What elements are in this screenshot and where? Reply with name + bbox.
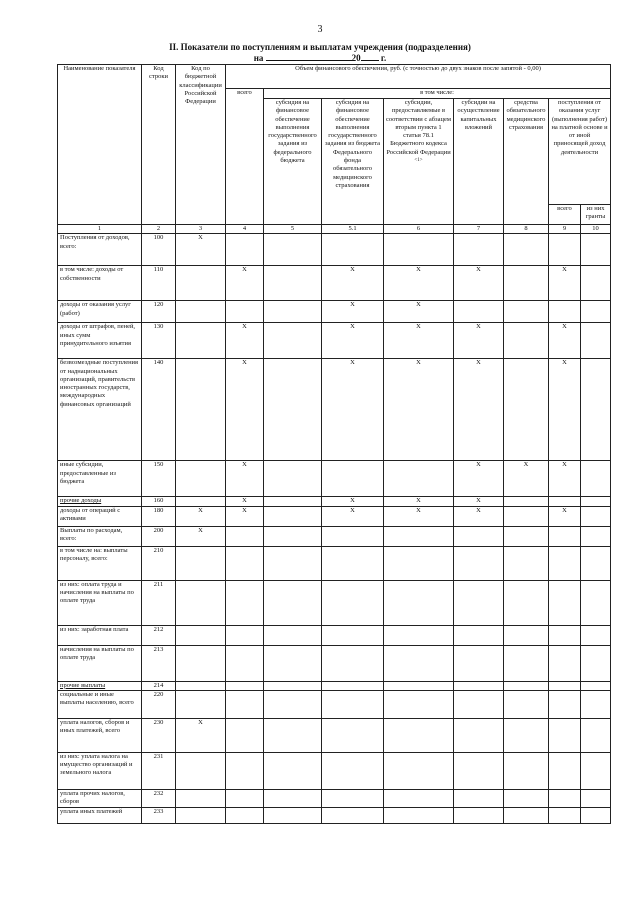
cell-mark: X — [454, 506, 504, 526]
cell-mark — [549, 234, 581, 266]
date-blank — [266, 52, 352, 61]
row-code: 212 — [142, 625, 176, 645]
cell-mark — [384, 645, 454, 681]
row-name: из них: уплата налога на имущество организаций и земельного налога — [58, 752, 142, 789]
table-row — [58, 497, 611, 506]
colnum: 2 — [142, 225, 176, 234]
row-code: 211 — [142, 580, 176, 625]
cell-mark — [264, 301, 322, 323]
header-col9-group: поступления от оказания услуг (выполнения работ) на платной основе и от иной приносящей доход деятельности — [549, 99, 611, 205]
cell-mark — [176, 546, 226, 580]
cell-mark: X — [322, 301, 384, 323]
cell-mark — [581, 323, 611, 359]
colnum: 10 — [581, 225, 611, 234]
row-code: 220 — [142, 690, 176, 718]
cell-mark: X — [384, 497, 454, 506]
cell-mark — [264, 526, 322, 546]
section-title: II. Показатели по поступлениям и выплатам учреждения (подразделения) — [169, 42, 471, 52]
colnum: 6 — [384, 225, 454, 234]
cell-mark — [504, 359, 549, 461]
colnum: 5 — [264, 225, 322, 234]
cell-mark — [384, 752, 454, 789]
table-row — [58, 752, 611, 789]
colnum: 9 — [549, 225, 581, 234]
cell-mark — [549, 807, 581, 823]
cell-mark — [504, 506, 549, 526]
cell-mark: X — [384, 506, 454, 526]
cell-mark — [322, 461, 384, 497]
cell-mark — [176, 752, 226, 789]
cell-mark: X — [226, 506, 264, 526]
cell-mark: X — [549, 461, 581, 497]
cell-mark — [264, 359, 322, 461]
cell-mark — [454, 234, 504, 266]
colnum: 5.1 — [322, 225, 384, 234]
cell-mark — [454, 301, 504, 323]
cell-mark — [176, 690, 226, 718]
cell-mark — [454, 681, 504, 690]
cell-mark: X — [454, 461, 504, 497]
cell-mark — [322, 789, 384, 807]
cell-mark — [581, 752, 611, 789]
colnum: 4 — [226, 225, 264, 234]
cell-mark — [322, 681, 384, 690]
cell-mark: X — [454, 323, 504, 359]
table-row — [58, 323, 611, 359]
colnum: 1 — [58, 225, 142, 234]
row-name: Поступления от доходов, всего: — [58, 234, 142, 266]
cell-mark — [549, 497, 581, 506]
cell-mark — [322, 645, 384, 681]
cell-mark — [264, 625, 322, 645]
cell-mark: X — [226, 266, 264, 301]
cell-mark — [549, 625, 581, 645]
cell-mark — [549, 752, 581, 789]
cell-mark — [226, 752, 264, 789]
cell-mark — [176, 323, 226, 359]
table-row — [58, 461, 611, 497]
cell-mark — [454, 789, 504, 807]
cell-mark — [454, 718, 504, 752]
cell-mark — [226, 625, 264, 645]
cell-mark — [549, 546, 581, 580]
cell-mark — [581, 497, 611, 506]
cell-mark — [504, 266, 549, 301]
cell-mark — [226, 718, 264, 752]
cell-mark — [322, 690, 384, 718]
cell-mark — [504, 625, 549, 645]
cell-mark — [454, 807, 504, 823]
cell-mark — [264, 266, 322, 301]
table-row — [58, 645, 611, 681]
header-volume: Объем финансового обеспечения, руб. (с точностью до двух знаков после запятой - 0,00) — [226, 65, 611, 89]
cell-mark — [581, 506, 611, 526]
cell-mark — [504, 718, 549, 752]
cell-mark — [454, 546, 504, 580]
cell-mark — [504, 323, 549, 359]
cell-mark — [581, 718, 611, 752]
header-budget-code: Код по бюджетной классификации Российской Федерации — [176, 65, 226, 225]
cell-mark — [504, 690, 549, 718]
row-name: Выплаты по расходам, всего: — [58, 526, 142, 546]
cell-mark — [322, 546, 384, 580]
row-name: доходы от оказания услуг (работ) — [58, 301, 142, 323]
year-blank — [361, 52, 379, 61]
cell-mark — [264, 506, 322, 526]
row-code: 120 — [142, 301, 176, 323]
cell-mark — [264, 580, 322, 625]
cell-mark: X — [454, 359, 504, 461]
cell-mark — [581, 580, 611, 625]
cell-mark — [454, 752, 504, 789]
cell-mark — [264, 546, 322, 580]
row-code: 230 — [142, 718, 176, 752]
row-code: 200 — [142, 526, 176, 546]
cell-mark — [226, 301, 264, 323]
row-name: доходы от операций с активами — [58, 506, 142, 526]
cell-mark — [454, 625, 504, 645]
table-row — [58, 625, 611, 645]
cell-mark: X — [226, 359, 264, 461]
cell-mark — [504, 807, 549, 823]
cell-mark — [264, 690, 322, 718]
cell-mark — [176, 645, 226, 681]
row-code: 180 — [142, 506, 176, 526]
cell-mark: X — [454, 497, 504, 506]
header-col10: из них гранты — [581, 205, 611, 225]
cell-mark — [504, 234, 549, 266]
table-row — [58, 506, 611, 526]
cell-mark — [322, 718, 384, 752]
cell-mark — [384, 718, 454, 752]
cell-mark: X — [226, 323, 264, 359]
cell-mark — [322, 234, 384, 266]
row-name: в том числе на: выплаты персоналу, всего: — [58, 546, 142, 580]
date-year-prefix: 20 — [351, 53, 361, 63]
header-name: Наименование показателя — [58, 65, 142, 225]
cell-mark — [549, 301, 581, 323]
row-code: 150 — [142, 461, 176, 497]
row-code: 110 — [142, 266, 176, 301]
cell-mark — [176, 625, 226, 645]
cell-mark — [264, 461, 322, 497]
cell-mark — [581, 461, 611, 497]
cell-mark — [384, 681, 454, 690]
cell-mark — [176, 580, 226, 625]
cell-mark — [454, 526, 504, 546]
page-number: 3 — [317, 24, 323, 35]
table-row — [58, 526, 611, 546]
colnum: 3 — [176, 225, 226, 234]
cell-mark: X — [322, 266, 384, 301]
cell-mark: X — [322, 497, 384, 506]
cell-mark — [176, 359, 226, 461]
cell-mark — [504, 752, 549, 789]
cell-mark — [581, 266, 611, 301]
row-name: прочие выплаты — [58, 681, 142, 690]
cell-mark — [264, 681, 322, 690]
cell-mark: X — [226, 461, 264, 497]
cell-mark — [226, 645, 264, 681]
cell-mark — [549, 526, 581, 546]
header-col5: субсидия на финансовое обеспечение выполнения государственного задания из федерального бюджета — [264, 99, 322, 225]
table-row — [58, 234, 611, 266]
row-code: 130 — [142, 323, 176, 359]
cell-mark — [322, 580, 384, 625]
cell-mark — [581, 681, 611, 690]
cell-mark — [581, 234, 611, 266]
cell-mark — [581, 690, 611, 718]
cell-mark — [581, 526, 611, 546]
cell-mark — [264, 645, 322, 681]
row-code: 231 — [142, 752, 176, 789]
cell-mark: X — [384, 359, 454, 461]
table-row — [58, 266, 611, 301]
header-col6 — [384, 99, 454, 225]
header-col6-text: субсидии, предоставляемые в соответствии с абзацем вторым пункта 1 статьи 78.1 Бюджетного кодекса Российской Федерации — [386, 99, 451, 156]
cell-mark — [581, 301, 611, 323]
cell-mark: X — [549, 359, 581, 461]
cell-mark — [264, 789, 322, 807]
cell-mark: X — [176, 718, 226, 752]
table-row — [58, 718, 611, 752]
table-row — [58, 546, 611, 580]
header-total: всего — [226, 89, 264, 225]
cell-mark: X — [549, 266, 581, 301]
cell-mark — [504, 681, 549, 690]
cell-mark — [176, 497, 226, 506]
cell-mark — [549, 690, 581, 718]
table-row — [58, 580, 611, 625]
cell-mark — [581, 359, 611, 461]
header-col51: субсидия на финансовое обеспечение выполнения государственного задания из бюджета Федерального фонда обязательного медицинского страхования — [322, 99, 384, 225]
cell-mark: X — [322, 359, 384, 461]
table-row — [58, 681, 611, 690]
cell-mark — [454, 580, 504, 625]
cell-mark — [264, 718, 322, 752]
cell-mark — [504, 645, 549, 681]
cell-mark — [384, 546, 454, 580]
cell-mark — [504, 497, 549, 506]
cell-mark — [226, 681, 264, 690]
header-col8: средства обязательного медицинского страхования — [504, 99, 549, 225]
row-code: 214 — [142, 681, 176, 690]
cell-mark — [549, 681, 581, 690]
cell-mark — [504, 580, 549, 625]
cell-mark — [549, 789, 581, 807]
row-name: безвозмездные поступления от наднациональных организаций, правительств иностранных государств, международных финансовых организаций — [58, 359, 142, 461]
cell-mark — [384, 690, 454, 718]
cell-mark: X — [176, 526, 226, 546]
cell-mark — [322, 752, 384, 789]
cell-mark — [176, 807, 226, 823]
cell-mark — [504, 789, 549, 807]
cell-mark — [581, 645, 611, 681]
cell-mark — [384, 807, 454, 823]
cell-mark: X — [176, 234, 226, 266]
cell-mark — [264, 323, 322, 359]
header-col7: субсидии на осуществление капитальных вложений — [454, 99, 504, 225]
cell-mark — [549, 718, 581, 752]
cell-mark — [384, 234, 454, 266]
cell-mark: X — [176, 506, 226, 526]
table-row — [58, 359, 611, 461]
cell-mark: X — [549, 323, 581, 359]
cell-mark: X — [384, 301, 454, 323]
row-code: 210 — [142, 546, 176, 580]
cell-mark: X — [322, 506, 384, 526]
cell-mark — [226, 234, 264, 266]
cell-mark — [226, 789, 264, 807]
cell-mark — [549, 580, 581, 625]
cell-mark — [226, 580, 264, 625]
row-name: уплата иных платежей — [58, 807, 142, 823]
cell-mark: X — [226, 497, 264, 506]
date-suffix: г. — [380, 53, 387, 63]
cell-mark — [581, 807, 611, 823]
header-row-code: Код строки — [142, 65, 176, 225]
cell-mark: X — [549, 506, 581, 526]
cell-mark — [549, 645, 581, 681]
row-name: доходы от штрафов, пеней, иных сумм принудительного изъятия — [58, 323, 142, 359]
row-code: 160 — [142, 497, 176, 506]
cell-mark — [384, 580, 454, 625]
table-row — [58, 301, 611, 323]
date-line — [0, 52, 640, 63]
cell-mark — [176, 266, 226, 301]
cell-mark — [581, 789, 611, 807]
row-name: из них: оплата труда и начисления на выплаты по оплате труда — [58, 580, 142, 625]
cell-mark — [176, 461, 226, 497]
cell-mark — [226, 546, 264, 580]
table-row — [58, 807, 611, 823]
row-name: иные субсидии, предоставленные из бюджета — [58, 461, 142, 497]
row-name: прочие доходы — [58, 497, 142, 506]
cell-mark — [454, 690, 504, 718]
cell-mark — [384, 461, 454, 497]
row-name: в том числе: доходы от собственности — [58, 266, 142, 301]
cell-mark — [264, 497, 322, 506]
cell-mark — [504, 301, 549, 323]
cell-mark — [384, 526, 454, 546]
cell-mark — [264, 234, 322, 266]
cell-mark — [264, 807, 322, 823]
cell-mark — [504, 526, 549, 546]
cell-mark — [322, 807, 384, 823]
date-prefix: на — [253, 53, 264, 63]
cell-mark — [264, 752, 322, 789]
table-row — [58, 690, 611, 718]
table-row — [58, 789, 611, 807]
header-including: в том числе: — [264, 89, 611, 99]
colnum: 8 — [504, 225, 549, 234]
row-name: уплата прочих налогов, сборов — [58, 789, 142, 807]
row-name: социальные и иные выплаты населению, всего — [58, 690, 142, 718]
row-code: 100 — [142, 234, 176, 266]
cell-mark: X — [322, 323, 384, 359]
cell-mark — [176, 681, 226, 690]
indicators-table — [57, 64, 611, 824]
cell-mark: X — [504, 461, 549, 497]
colnum: 7 — [454, 225, 504, 234]
footnote-marker: <1> — [414, 158, 423, 164]
cell-mark — [176, 301, 226, 323]
cell-mark — [384, 789, 454, 807]
cell-mark — [176, 789, 226, 807]
cell-mark — [504, 546, 549, 580]
row-code: 232 — [142, 789, 176, 807]
row-name: начисления на выплаты по оплате труда — [58, 645, 142, 681]
cell-mark — [322, 625, 384, 645]
cell-mark — [226, 807, 264, 823]
cell-mark — [226, 526, 264, 546]
cell-mark — [581, 625, 611, 645]
cell-mark — [454, 645, 504, 681]
row-code: 233 — [142, 807, 176, 823]
cell-mark: X — [384, 323, 454, 359]
cell-mark: X — [384, 266, 454, 301]
cell-mark — [581, 546, 611, 580]
header-col9: всего — [549, 205, 581, 225]
cell-mark — [322, 526, 384, 546]
row-name: уплата налогов, сборов и иных платежей, всего — [58, 718, 142, 752]
row-name: из них: заработная плата — [58, 625, 142, 645]
cell-mark — [384, 625, 454, 645]
cell-mark: X — [454, 266, 504, 301]
row-code: 140 — [142, 359, 176, 461]
row-code: 213 — [142, 645, 176, 681]
cell-mark — [226, 690, 264, 718]
